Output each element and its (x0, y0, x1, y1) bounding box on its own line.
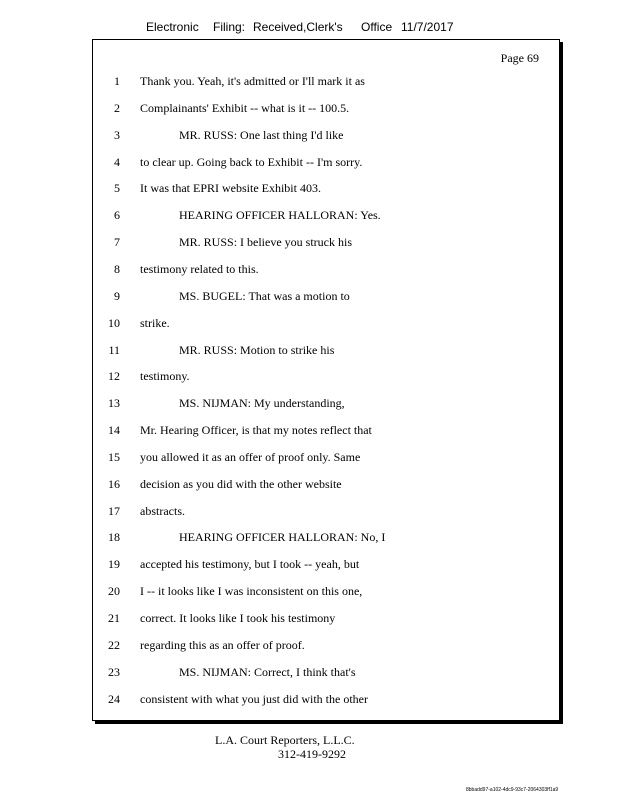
line-number: 2 (114, 100, 120, 115)
transcript-line (93, 235, 559, 253)
line-number: 1 (114, 74, 120, 88)
transcript-line (93, 262, 559, 280)
transcript-line (93, 396, 559, 414)
line-number: 18 (108, 530, 120, 545)
line-number: 6 (114, 208, 120, 223)
line-text: Thank you. Yeah, it's admitted or I'll mark it as (140, 74, 365, 88)
line-text: regarding this as an offer of proof. (140, 637, 305, 652)
line-number: 19 (108, 557, 120, 572)
transcript-line (93, 289, 559, 307)
transcript-line (93, 611, 559, 629)
line-text: abstracts. (140, 503, 185, 518)
transcript-line (93, 638, 559, 656)
filing-stamp-filing: Filing: (213, 20, 246, 34)
line-text: correct. It looks like I took his testimony (140, 611, 336, 625)
line-text: you allowed it as an offer of proof only. Same (140, 449, 361, 464)
line-number: 12 (108, 369, 120, 384)
line-number: 15 (108, 449, 120, 464)
transcript-line (93, 557, 559, 575)
filing-stamp-office: Office (361, 20, 393, 34)
transcript-line (93, 101, 559, 119)
line-text: Complainants' Exhibit -- what is it -- 100.5. (140, 100, 350, 115)
transcript-line (93, 450, 559, 468)
line-number: 13 (108, 396, 120, 411)
line-number: 3 (114, 127, 120, 142)
line-text: I -- it looks like I was inconsistent on this one, (140, 584, 363, 599)
transcript-line (93, 155, 559, 173)
line-number: 5 (114, 181, 120, 196)
line-text: to clear up. Going back to Exhibit -- I'm sorry. (140, 154, 363, 169)
line-text: Mr. Hearing Officer, is that my notes reflect that (140, 423, 372, 438)
filing-stamp-electronic: Electronic (146, 20, 199, 34)
transcript-line (93, 316, 559, 334)
transcript-line (93, 369, 559, 387)
line-number: 17 (108, 503, 120, 518)
line-text: testimony related to this. (140, 261, 259, 276)
transcript-line (93, 423, 559, 441)
line-number: 10 (108, 315, 120, 330)
transcript-line (93, 208, 559, 226)
line-text: testimony. (140, 369, 190, 384)
line-text: strike. (140, 315, 170, 330)
transcript-line (93, 584, 559, 602)
transcript-line (93, 343, 559, 361)
transcript-line (93, 128, 559, 146)
line-number: 16 (108, 476, 120, 491)
line-text: MR. RUSS: Motion to strike his (179, 342, 335, 357)
line-text: It was that EPRI website Exhibit 403. (140, 181, 321, 196)
line-text: HEARING OFFICER HALLORAN: Yes. (179, 208, 381, 223)
filing-stamp-date: 11/7/2017 (401, 20, 454, 34)
line-number: 24 (108, 691, 120, 706)
line-number: 22 (108, 637, 120, 652)
line-text: MR. RUSS: I believe you struck his (179, 235, 352, 250)
line-text: MR. RUSS: One last thing I'd like (179, 127, 344, 142)
line-text: decision as you did with the other website (140, 476, 342, 491)
line-text: MS. NIJMAN: My understanding, (179, 396, 345, 411)
transcript-line (93, 477, 559, 495)
line-number: 20 (108, 584, 120, 599)
line-text: HEARING OFFICER HALLORAN: No, I (179, 530, 386, 545)
transcript-line (93, 504, 559, 522)
line-number: 7 (114, 235, 120, 250)
line-number: 11 (108, 342, 120, 357)
filing-stamp-received: Received,Clerk's (253, 20, 343, 34)
footer-phone: 312-419-9292 (278, 747, 346, 761)
line-text: consistent with what you just did with the other (140, 691, 368, 706)
line-number: 14 (108, 423, 120, 438)
line-number: 9 (114, 288, 120, 303)
transcript-line (93, 74, 559, 92)
line-number: 4 (114, 154, 120, 169)
transcript-line (93, 692, 559, 710)
transcript-page (92, 39, 560, 721)
line-number: 8 (114, 261, 120, 276)
transcript-line (93, 181, 559, 199)
line-number: 23 (108, 664, 120, 679)
line-text: MS. BUGEL: That was a motion to (179, 288, 350, 303)
line-number: 21 (108, 611, 120, 625)
page-number: Page 69 (500, 51, 539, 65)
document-id: 8bbadd97-a102-4dc9-93c7-2064303ff1a9 (466, 787, 559, 793)
line-text: accepted his testimony, but I took -- yeah, but (140, 557, 360, 572)
transcript-line (93, 665, 559, 683)
transcript-line (93, 530, 559, 548)
footer-company: L.A. Court Reporters, L.L.C. (215, 733, 355, 747)
line-text: MS. NIJMAN: Correct, I think that's (179, 664, 356, 679)
